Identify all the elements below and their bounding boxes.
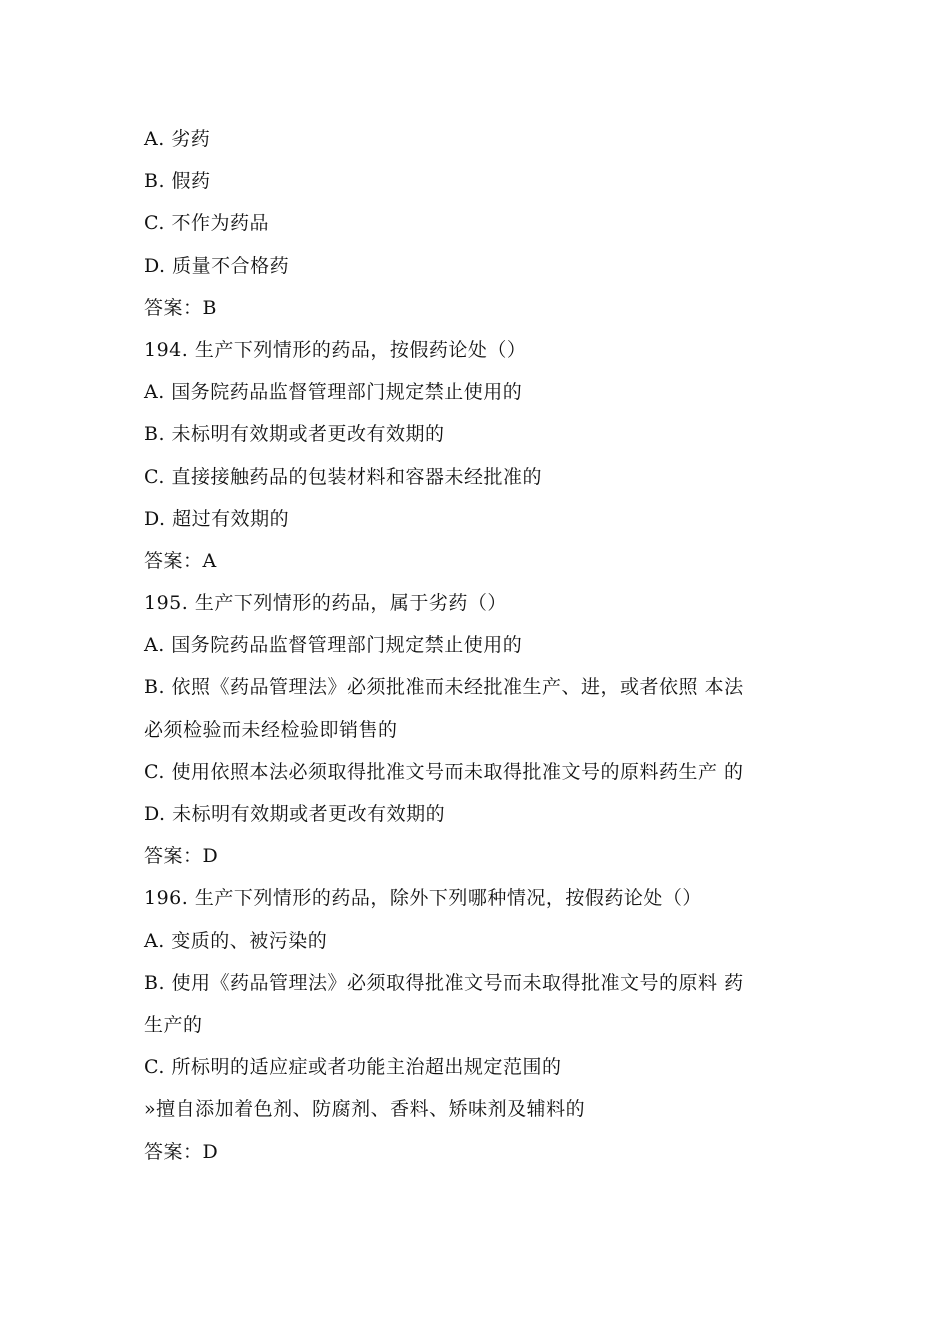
option-d-substandard-drug: D. 质量不合格药 — [144, 254, 290, 277]
question-194-option-a: A. 国务院药品监督管理部门规定禁止使用的 — [144, 381, 523, 404]
question-195-option-c: C. 使用依照本法必须取得批准文号而未取得批准文号的原料药生产 的 — [144, 760, 744, 783]
question-195-option-b: B. 依照《药品管理法》必须批准而未经批准生产、进，或者依照 本法 — [144, 676, 744, 699]
answer-196: 答案：D — [144, 1140, 219, 1163]
question-194-option-b: B. 未标明有效期或者更改有效期的 — [144, 423, 445, 446]
question-196-option-d: »擅自添加着色剂、防腐剂、香料、矫味剂及辅料的 — [144, 1098, 586, 1121]
option-a-inferior-drug: A. 劣药 — [144, 128, 211, 150]
question-194: 194. 生产下列情形的药品，按假药论处（） — [144, 338, 527, 361]
option-c-not-as-drug: C. 不作为药品 — [144, 212, 269, 235]
question-195-option-b-continued: 必须检验而未经检验即销售的 — [144, 718, 398, 741]
answer-194: 答案：A — [144, 549, 217, 572]
question-195: 195. 生产下列情形的药品，属于劣药（） — [144, 592, 507, 615]
question-196-option-c: C. 所标明的适应症或者功能主治超出规定范围的 — [144, 1056, 562, 1079]
option-b-fake-drug: B. 假药 — [144, 170, 211, 193]
document-body — [144, 118, 809, 1173]
question-196-option-b-continued: 生产的 — [144, 1013, 203, 1036]
question-196: 196. 生产下列情形的药品，除外下列哪种情况，按假药论处（） — [144, 887, 702, 910]
question-194-option-c: C. 直接接触药品的包装材料和容器未经批准的 — [144, 465, 542, 488]
answer-195: 答案：D — [144, 845, 219, 868]
question-195-option-a: A. 国务院药品监督管理部门规定禁止使用的 — [144, 634, 523, 657]
question-195-option-d: D. 未标明有效期或者更改有效期的 — [144, 803, 446, 825]
question-196-option-a: A. 变质的、被污染的 — [144, 929, 328, 952]
question-194-option-d: D. 超过有效期的 — [144, 507, 290, 530]
question-196-option-b: B. 使用《药品管理法》必须取得批准文号而未取得批准文号的原料 药 — [144, 971, 744, 994]
answer-193: 答案：B — [144, 296, 217, 319]
